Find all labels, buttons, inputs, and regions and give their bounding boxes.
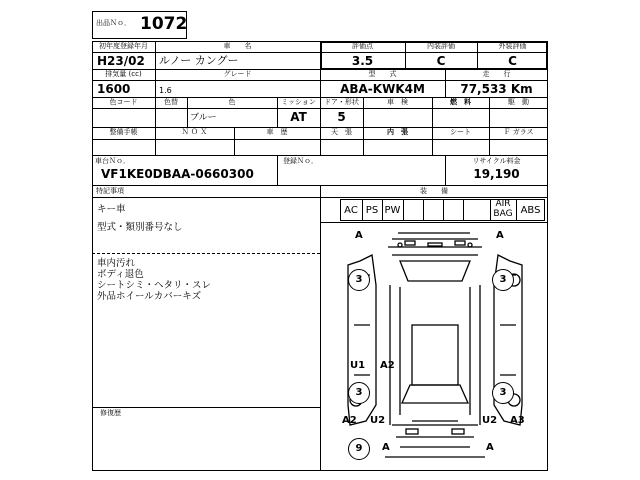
recycle-fee-label: リサイクル料金 bbox=[472, 157, 521, 165]
damage-a2-center: A2 bbox=[380, 360, 395, 371]
note-line: ボディ退色 bbox=[97, 269, 144, 280]
transmission: AT bbox=[290, 110, 307, 124]
mileage-label: 走 行 bbox=[482, 70, 511, 78]
color-code-label: 色コード bbox=[109, 98, 138, 106]
car-name: ルノー カングー bbox=[159, 54, 239, 67]
equipment-pw: PW bbox=[384, 205, 401, 216]
grade-label: グレード bbox=[223, 70, 252, 78]
color-change-label: 色替 bbox=[164, 98, 178, 106]
damage-rear-a-left: A bbox=[382, 442, 390, 453]
fuel-label: 燃 料 bbox=[450, 98, 471, 106]
door-count: 5 bbox=[337, 110, 346, 124]
chassis-number: VF1KE0DBAA-0660300 bbox=[101, 167, 254, 181]
car-diagram bbox=[330, 225, 540, 465]
damage-right-front-circle: 3 bbox=[492, 269, 514, 291]
note-line: 外品ホイールカバーキズ bbox=[97, 291, 202, 302]
damage-left-front-circle: 3 bbox=[348, 269, 370, 291]
note-line: シートシミ・ヘタリ・スレ bbox=[97, 280, 212, 291]
interior-grade-label: 内装評価 bbox=[427, 42, 455, 50]
damage-rear-a-right: A bbox=[486, 442, 494, 453]
note-line: キー車 bbox=[97, 204, 126, 215]
repair-history-label: 修復歴 bbox=[100, 409, 121, 417]
damage-right-rear-circle: 3 bbox=[492, 382, 514, 404]
chassis-label: 車台Ｎｏ． bbox=[95, 157, 130, 165]
note-line: 型式・類別番号なし bbox=[97, 222, 183, 233]
note-line: 車内汚れ bbox=[97, 258, 136, 269]
trim-label: 内 張 bbox=[387, 128, 408, 136]
equipment-label: 装 備 bbox=[420, 187, 448, 195]
damage-rear-u2-left: U2 bbox=[370, 415, 386, 426]
recycle-fee: 19,190 bbox=[473, 167, 520, 181]
damage-u1: U1 bbox=[350, 360, 366, 371]
first-registration: H23/02 bbox=[97, 54, 145, 68]
score-label: 評価点 bbox=[352, 42, 373, 50]
mileage: 77,533 Km bbox=[460, 82, 533, 96]
model-code: ABA-KWK4M bbox=[340, 82, 425, 96]
interior-grade: C bbox=[436, 54, 446, 68]
windshield-label: Ｆ ガラス bbox=[503, 128, 534, 136]
grade: 1.6 bbox=[159, 86, 172, 95]
door-label: ドア・形状 bbox=[324, 98, 359, 106]
year-label: 初年度登録年月 bbox=[99, 42, 148, 50]
inspection-label: 車 検 bbox=[387, 98, 408, 106]
car-name-label: 車 名 bbox=[223, 42, 252, 50]
damage-front-left: A bbox=[355, 230, 363, 241]
service-book-label: 整備手帳 bbox=[109, 128, 138, 136]
seat-label: シート bbox=[450, 128, 471, 136]
exterior-grade: C bbox=[508, 54, 517, 68]
damage-front-right: A bbox=[496, 230, 504, 241]
displacement: 1600 bbox=[97, 82, 131, 96]
nox-label: Ｎ Ｏ Ｘ bbox=[181, 128, 208, 136]
damage-rear-9-circle: 9 bbox=[348, 438, 370, 460]
transmission-label: ミッション bbox=[281, 98, 316, 106]
sheet-number-label: 出品Ｎｏ． bbox=[96, 19, 131, 27]
sheet-number: 1072 bbox=[140, 14, 188, 34]
equipment-ps: PS bbox=[365, 205, 379, 216]
color: ブルー bbox=[190, 113, 217, 123]
color-label: 色 bbox=[228, 98, 236, 106]
registration-label: 登録Ｎｏ． bbox=[283, 157, 318, 165]
notes-label: 特記事項 bbox=[96, 187, 124, 195]
equipment-abs: ABS bbox=[520, 205, 541, 216]
drive-label: 駆 動 bbox=[508, 98, 529, 106]
damage-rear-a2: A2 bbox=[342, 415, 357, 426]
vehicle-history-label: 車 歴 bbox=[266, 128, 288, 136]
headliner-label: 天 張 bbox=[331, 128, 352, 136]
model-code-label: 型 式 bbox=[368, 70, 397, 78]
damage-rear-u2-right: U2 bbox=[482, 415, 498, 426]
equipment-ac: AC bbox=[344, 205, 358, 216]
evaluation-score: 3.5 bbox=[351, 54, 374, 68]
displacement-label: 排気量 (cc) bbox=[105, 70, 142, 78]
damage-left-rear-circle: 3 bbox=[348, 382, 370, 404]
equipment-airbag: AIR BAG bbox=[493, 199, 513, 219]
damage-rear-a3: A3 bbox=[510, 415, 525, 426]
exterior-grade-label: 外装評価 bbox=[498, 42, 527, 50]
